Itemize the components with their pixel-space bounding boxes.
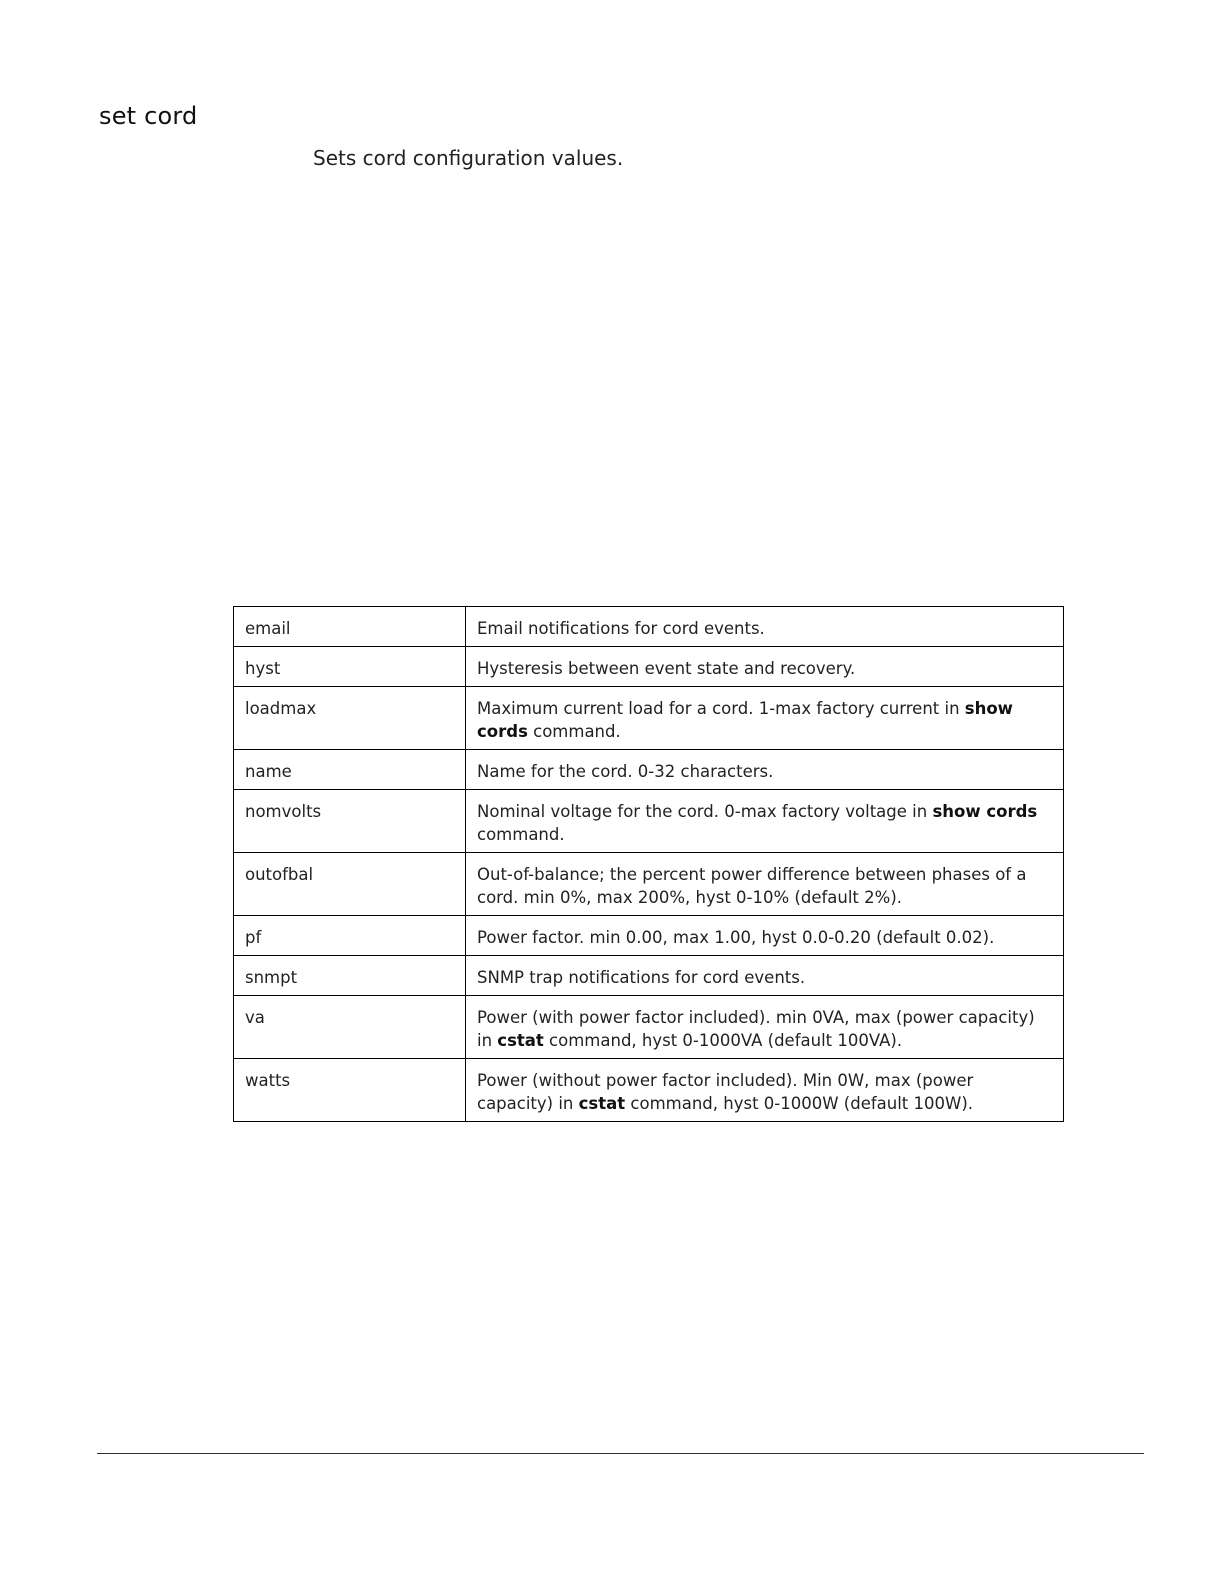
table-row (234, 790, 1064, 853)
desc-text: command. (477, 825, 565, 844)
param-description: Hysteresis between event state and recovery. (466, 647, 1064, 687)
param-description (466, 996, 1064, 1059)
param-description (466, 1059, 1064, 1122)
param-description: Power factor. min 0.00, max 1.00, hyst 0.0-0.20 (default 0.02). (466, 916, 1064, 956)
table-row (234, 916, 1064, 956)
table-row (234, 1059, 1064, 1122)
table-row (234, 750, 1064, 790)
param-name: outofbal (234, 853, 466, 916)
footer-divider (97, 1453, 1144, 1454)
param-name: pf (234, 916, 466, 956)
desc-text: Nominal voltage for the cord. 0-max factory voltage in (477, 802, 933, 821)
desc-text: Power (with power factor included). min 0VA, max (power capacity) in (477, 1008, 1035, 1050)
param-description: Out-of-balance; the percent power difference between phases of a cord. min 0%, max 200%, hyst 0-10% (default 2%). (466, 853, 1064, 916)
param-name: watts (234, 1059, 466, 1122)
table-row (234, 607, 1064, 647)
intro-text: Sets cord configuration values. (313, 146, 624, 170)
command-name: show cords (932, 802, 1038, 821)
param-description (466, 790, 1064, 853)
desc-text: command, hyst 0-1000W (default 100W). (625, 1094, 974, 1113)
param-name: name (234, 750, 466, 790)
command-name: cstat (497, 1031, 544, 1050)
table-row (234, 687, 1064, 750)
desc-text: command. (527, 722, 621, 741)
param-name: email (234, 607, 466, 647)
page-title: set cord (99, 102, 198, 130)
desc-text: command, hyst 0-1000VA (default 100VA). (543, 1031, 903, 1050)
command-name: cstat (578, 1094, 626, 1113)
table-row (234, 647, 1064, 687)
command-name: show cords (477, 699, 1013, 741)
desc-text: Maximum current load for a cord. 1-max factory current in (477, 699, 965, 718)
param-name: snmpt (234, 956, 466, 996)
param-description: Name for the cord. 0-32 characters. (466, 750, 1064, 790)
parameters-table (233, 606, 1064, 1122)
param-name: va (234, 996, 466, 1059)
table-row (234, 956, 1064, 996)
desc-text: Power (without power factor included). Min 0W, max (power capacity) in (477, 1071, 974, 1113)
param-name: nomvolts (234, 790, 466, 853)
param-name: loadmax (234, 687, 466, 750)
param-description (466, 687, 1064, 750)
param-description: SNMP trap notifications for cord events. (466, 956, 1064, 996)
table-row (234, 853, 1064, 916)
param-name: hyst (234, 647, 466, 687)
param-description: Email notifications for cord events. (466, 607, 1064, 647)
table-row (234, 996, 1064, 1059)
